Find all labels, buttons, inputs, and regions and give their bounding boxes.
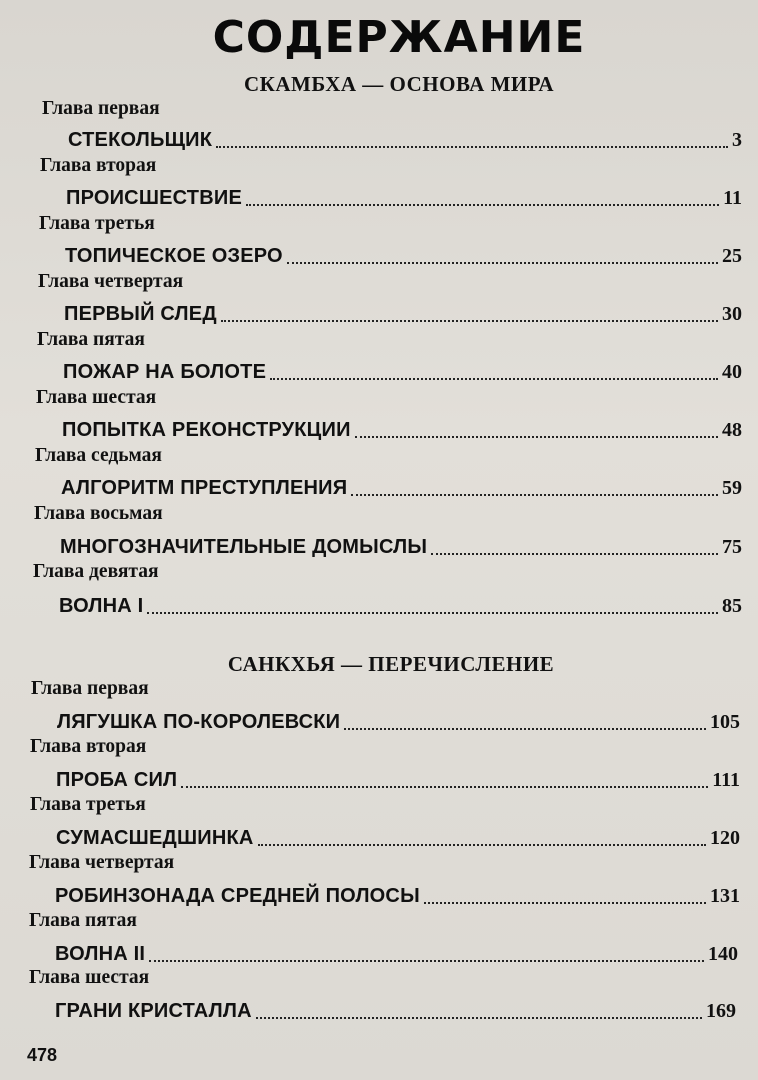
dot-leader: [431, 552, 718, 555]
section-title: СКАМБХА — ОСНОВА МИРА: [243, 72, 555, 96]
entry-title: ПОЖАР НА БОЛОТЕ: [63, 361, 267, 383]
entry-page-number: 25: [722, 245, 742, 267]
entry-page-number: 11: [723, 187, 742, 209]
toc-entry[interactable]: [68, 126, 742, 152]
toc-entry[interactable]: [55, 940, 738, 966]
chapter-label: Глава первая: [42, 98, 160, 119]
toc-entry[interactable]: [59, 592, 742, 618]
dot-leader: [216, 145, 728, 148]
entry-title: РОБИНЗОНАДА СРЕДНЕЙ ПОЛОСЫ: [55, 885, 420, 907]
section-title: САНКХЬЯ — ПЕРЕЧИСЛЕНИЕ: [227, 652, 555, 676]
entry-title: ТОПИЧЕСКОЕ ОЗЕРО: [65, 245, 283, 267]
toc-entry[interactable]: [56, 824, 740, 850]
dot-leader: [287, 261, 718, 264]
entry-title: СУМАСШЕДШИНКА: [56, 827, 254, 849]
dot-leader: [424, 901, 706, 904]
entry-title: ПРОБА СИЛ: [56, 769, 178, 791]
page-title: СОДЕРЖАНИЕ: [212, 12, 586, 63]
dot-leader: [351, 493, 718, 496]
toc-entry[interactable]: [55, 997, 736, 1023]
toc-entry[interactable]: [57, 708, 740, 734]
page-number: 478: [27, 1045, 58, 1065]
toc-entry[interactable]: [60, 533, 742, 559]
entry-page-number: 48: [722, 419, 742, 441]
dot-leader: [355, 435, 718, 438]
chapter-label: Глава первая: [31, 678, 149, 699]
chapter-label: Глава девятая: [33, 561, 159, 582]
entry-title: ГРАНИ КРИСТАЛЛА: [55, 1000, 252, 1022]
dot-leader: [258, 843, 706, 846]
dot-leader: [344, 727, 706, 730]
entry-page-number: 85: [722, 595, 742, 617]
entry-page-number: 75: [722, 536, 742, 558]
entry-page-number: 105: [710, 711, 740, 733]
chapter-label: Глава пятая: [37, 329, 145, 350]
entry-title: ПОПЫТКА РЕКОНСТРУКЦИИ: [62, 419, 351, 441]
entry-title: ВОЛНА I: [59, 595, 144, 617]
entry-title: ПЕРВЫЙ СЛЕД: [64, 303, 217, 325]
entry-page-number: 169: [706, 1000, 736, 1022]
toc-entry[interactable]: [63, 358, 742, 384]
entry-page-number: 30: [722, 303, 742, 325]
entry-page-number: 59: [722, 477, 742, 499]
entry-title: ВОЛНА II: [55, 943, 146, 965]
chapter-label: Глава вторая: [30, 736, 147, 757]
dot-leader: [221, 319, 718, 322]
toc-entry[interactable]: [64, 300, 742, 326]
entry-title: МНОГОЗНАЧИТЕЛЬНЫЕ ДОМЫСЛЫ: [60, 536, 428, 558]
chapter-label: Глава вторая: [40, 155, 157, 176]
chapter-label: Глава седьмая: [35, 445, 162, 466]
entry-title: СТЕКОЛЬЩИК: [68, 129, 213, 151]
toc-entry[interactable]: [55, 882, 740, 908]
toc-entry[interactable]: [61, 474, 742, 500]
chapter-label: Глава шестая: [36, 387, 157, 408]
entry-page-number: 40: [722, 361, 742, 383]
dot-leader: [181, 785, 708, 788]
dot-leader: [256, 1016, 702, 1019]
entry-page-number: 3: [732, 129, 742, 151]
entry-title: АЛГОРИТМ ПРЕСТУПЛЕНИЯ: [61, 477, 348, 499]
chapter-label: Глава третья: [30, 794, 146, 815]
toc-entry[interactable]: [66, 184, 742, 210]
chapter-label: Глава восьмая: [34, 503, 163, 524]
entry-page-number: 111: [712, 769, 740, 791]
chapter-label: Глава четвертая: [29, 852, 175, 873]
entry-page-number: 120: [710, 827, 740, 849]
toc-entry[interactable]: [62, 416, 742, 442]
dot-leader: [149, 959, 704, 962]
toc-entry[interactable]: [65, 242, 742, 268]
chapter-label: Глава пятая: [29, 910, 137, 931]
entry-title: ЛЯГУШКА ПО-КОРОЛЕВСКИ: [57, 711, 341, 733]
dot-leader: [246, 203, 719, 206]
chapter-label: Глава третья: [39, 213, 155, 234]
entry-page-number: 140: [708, 943, 738, 965]
chapter-label: Глава четвертая: [38, 271, 184, 292]
entry-page-number: 131: [710, 885, 740, 907]
dot-leader: [147, 611, 718, 614]
dot-leader: [270, 377, 718, 380]
chapter-label: Глава шестая: [29, 967, 150, 988]
toc-entry[interactable]: [56, 766, 740, 792]
entry-title: ПРОИСШЕСТВИЕ: [66, 187, 242, 209]
